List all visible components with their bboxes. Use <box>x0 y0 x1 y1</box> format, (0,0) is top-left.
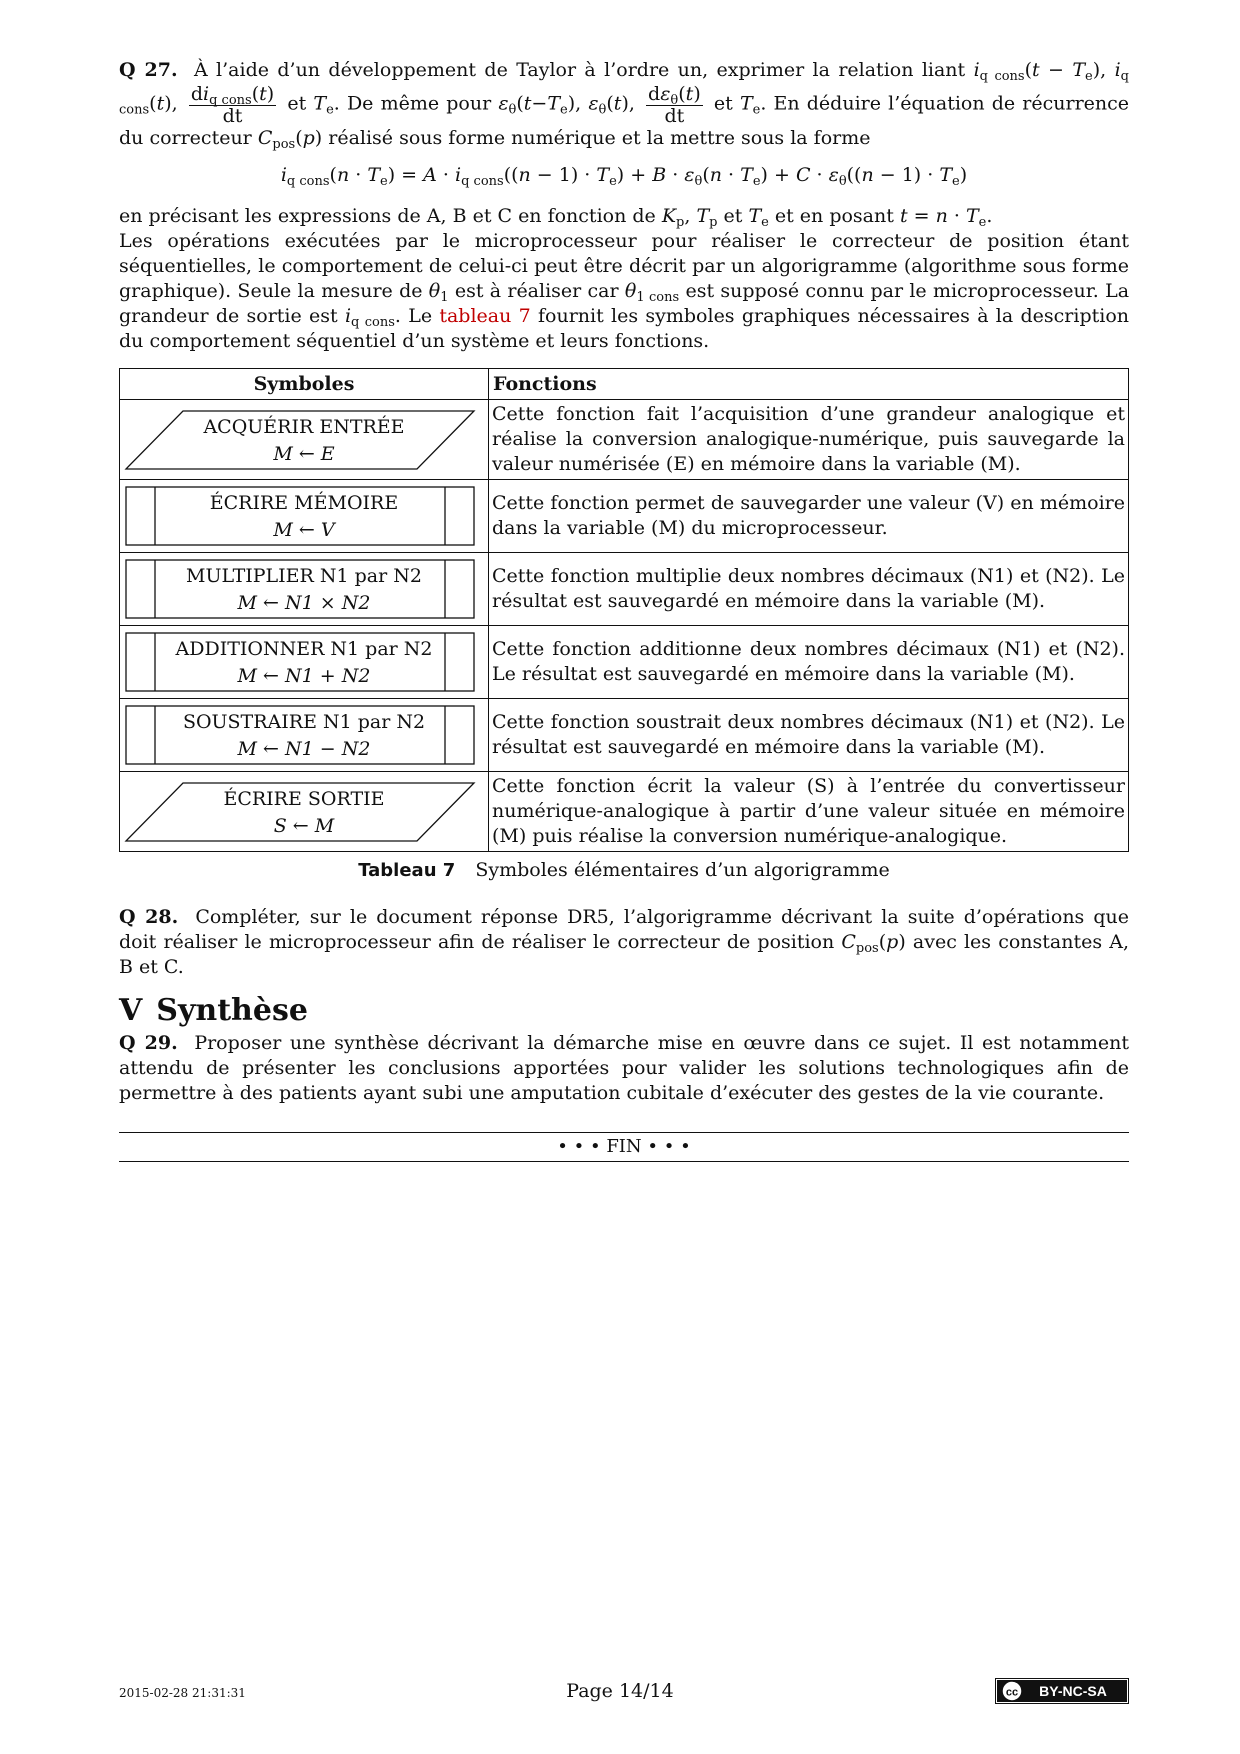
symbol-formula: S ← M <box>273 814 335 837</box>
question-29-text: Proposer une synthèse décrivant la démarche mise en œuvre dans ce sujet. Il est notamment attendu de présenter les conclusions apportées pour valider les solutions technologiques afin de permettre à des patients ayant subi une amputation cubitale d’exécuter des gestes de la vie courante. <box>119 1032 1129 1104</box>
symbol-cell <box>120 699 489 772</box>
fraction-deps-dt: $\frac{d\varepsilon_\theta(t)}{dt}$ <box>648 83 701 127</box>
io-parallelogram-symbol <box>123 780 485 844</box>
symbol-formula: M ← V <box>273 519 335 541</box>
q27-text-realise: réalisé sous forme numérique et la mettre sous la forme <box>328 127 871 149</box>
fraction-di-dt: $\frac{di_{q cons}(t)}{dt}$ <box>190 83 275 127</box>
symbol-cell <box>120 553 489 626</box>
section-number: V <box>119 993 143 1028</box>
function-description: Cette fonction fait l’acquisition d’une grandeur analogique et réalise la conversion analogique-numérique, puis sauvegarde la valeur numérisée (E) en mémoire dans la variable (M). <box>489 400 1129 480</box>
table-row <box>120 626 1129 699</box>
table-caption-label: Tableau 7 <box>358 860 456 881</box>
symbols-table <box>119 368 1129 852</box>
symbol-formula: M ← N1 + N2 <box>237 665 371 687</box>
table-row <box>120 699 1129 772</box>
section-heading <box>119 993 1129 1028</box>
symbol-formula: M ← N1 − N2 <box>237 738 371 760</box>
symbol-title: ADDITIONNER N1 par N2 <box>175 638 433 660</box>
symbol-title: MULTIPLIER N1 par N2 <box>186 565 422 587</box>
function-description: Cette fonction multiplie deux nombres décimaux (N1) et (N2). Le résultat est sauvegardé en mémoire dans la variable (M). <box>489 553 1129 626</box>
symbol-title: ACQUÉRIR ENTRÉE <box>203 415 405 438</box>
cc-icon-text: cc <box>1005 1686 1019 1699</box>
table-row <box>120 480 1129 553</box>
table-row <box>120 772 1129 852</box>
table-row <box>120 553 1129 626</box>
table-caption <box>119 858 1129 883</box>
paragraph-sequential: Les opérations exécutées par le microprocesseur pour réaliser le correcteur de position étant séquentielles, le comportement de celui-ci peut être décrit par un algorigramme (algorithme sous forme graphique). Seule la mesure de $\theta_1$ est à réaliser car $\theta_{1 cons}$ est supposé connu par le microprocesseur. La grandeur de sortie est $i_{q cons}$. Le tableau 7 fournit les symboles graphiques nécessaires à la description du comportement séquentiel d’un système et leurs fonctions. <box>119 230 1130 352</box>
section-title: Synthèse <box>156 993 308 1028</box>
io-parallelogram-symbol <box>123 408 485 472</box>
cc-license-badge[interactable] <box>995 1678 1129 1704</box>
function-description: Cette fonction soustrait deux nombres décimaux (N1) et (N2). Le résultat est sauvegardé en mémoire dans la variable (M). <box>489 699 1129 772</box>
question-27-label: Q 27. <box>119 59 178 81</box>
symbol-title: SOUSTRAIRE N1 par N2 <box>182 711 426 733</box>
symbol-formula: M ← N1 × N2 <box>237 592 371 614</box>
process-symbol <box>123 557 485 621</box>
symbol-title: ÉCRIRE SORTIE <box>223 787 385 810</box>
symbol-formula: M ← E <box>273 442 335 465</box>
process-symbol <box>123 703 485 767</box>
symbol-cell <box>120 772 489 852</box>
recurrence-equation: $i_{q cons}(n \cdot T_e) = A \cdot i_{q cons}((n - 1) \cdot T_e) + B \cdot \varepsilon_\theta(n \cdot T_e) + C \cdot \varepsilon_\theta((n - 1) \cdot T_e)$ <box>280 164 968 189</box>
end-marker: • • • FIN • • • <box>119 1132 1129 1162</box>
function-description: Cette fonction écrit la valeur (S) à l’entrée du convertisseur numérique-analogique à partir d’une valeur située en mémoire (M) puis réalise la conversion numérique-analogique. <box>489 772 1129 852</box>
question-29 <box>119 1031 1129 1106</box>
header-functions: Fonctions <box>489 369 1129 400</box>
function-description: Cette fonction permet de sauvegarder une valeur (V) en mémoire dans la variable (M) du microprocesseur. <box>489 480 1129 553</box>
function-description: Cette fonction additionne deux nombres décimaux (N1) et (N2). Le résultat est sauvegardé en mémoire dans la variable (M). <box>489 626 1129 699</box>
symbol-title: ÉCRIRE MÉMOIRE <box>209 492 399 514</box>
q27-text-intro: À l’aide d’un développement de Taylor à l’ordre un, exprimer la relation liant <box>193 59 966 81</box>
footer-page-number: Page 14/14 <box>566 1680 674 1702</box>
q27-precision: en précisant les expressions de A, B et C en fonction de $K_p$, $T_p$ et $T_e$ et en posant $t = n \cdot T_e$. <box>119 205 993 230</box>
license-text: BY-NC-SA <box>1039 1683 1107 1699</box>
question-27: Q 27. À l’aide d’un développement de Taylor à l’ordre un, exprimer la relation liant $i_{q cons}(t - T_e)$, $i_{q cons}(t)$, $\frac{di_{q cons}(t)}{dt}$ et $T_e$. De même pour $\varepsilon_\theta(t-T_e)$, $\varepsilon_\theta(t)$, $\frac{d\varepsilon_\theta(t)}{dt}$ et $T_e$. En déduire l’équation de récurrence du correcteur $C_{pos}(p)$ réalisé sous forme numérique et la mettre sous la forme <box>119 59 1130 152</box>
footer-date: 2015-02-28 21:31:31 <box>119 1686 246 1700</box>
process-symbol <box>123 630 485 694</box>
table-caption-text: Symboles élémentaires d’un algorigramme <box>475 859 890 881</box>
document-page <box>119 58 1129 1162</box>
symbol-cell <box>120 400 489 480</box>
symbol-cell <box>120 626 489 699</box>
table-row <box>120 400 1129 480</box>
symbol-cell <box>120 480 489 553</box>
question-28-label: Q 28. <box>119 906 179 928</box>
table-7-link[interactable]: tableau 7 <box>439 305 531 327</box>
process-symbol <box>123 484 485 548</box>
question-29-label: Q 29. <box>119 1032 178 1054</box>
question-28: Q 28. Compléter, sur le document réponse DR5, l’algorigramme décrivant la suite d’opérations que doit réaliser le microprocesseur afin de réaliser le correcteur de position $C_{pos}(p)$ avec les constantes A, B et C. <box>119 906 1129 978</box>
header-symbols: Symboles <box>120 369 489 400</box>
